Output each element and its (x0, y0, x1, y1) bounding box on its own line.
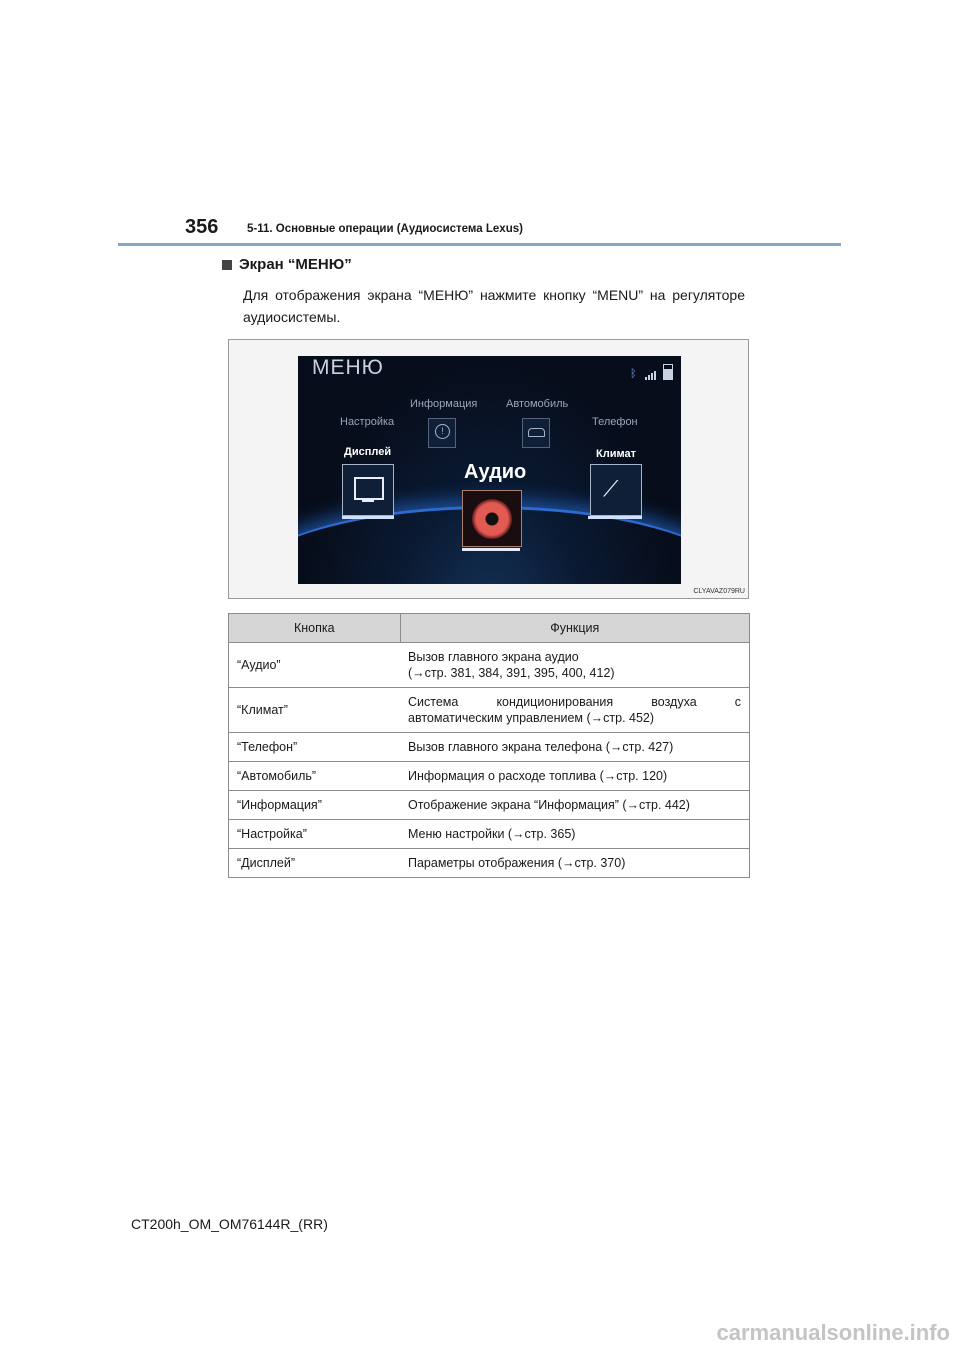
disc-icon (472, 499, 512, 539)
function-line: Вызов главного экрана аудио (408, 650, 579, 664)
heading-text: Экран “МЕНЮ” (239, 256, 352, 273)
display-tile-highlight (342, 516, 394, 519)
label-display: Дисплей (344, 446, 392, 458)
cell-function (400, 762, 750, 791)
label-setup: Настройка (340, 416, 395, 428)
table-row (229, 643, 750, 688)
table-row (229, 820, 750, 849)
cell-button: “Информация” (229, 791, 401, 820)
label-climate: Климат (596, 448, 636, 460)
cell-function (400, 733, 750, 762)
info-tile[interactable] (428, 418, 456, 448)
info-icon: ! (435, 424, 450, 439)
cell-button: “Телефон” (229, 733, 401, 762)
cell-button: “Климат” (229, 688, 401, 733)
section-title: 5-11. Основные операции (Аудиосистема Lexus) (247, 223, 523, 235)
cell-function (400, 820, 750, 849)
audio-tile[interactable] (462, 490, 522, 547)
table-header-row (229, 614, 750, 643)
table-row (229, 688, 750, 733)
function-line: Меню настройки (→стр. 365) (408, 827, 576, 841)
battery-icon (663, 364, 673, 380)
label-vehicle: Автомобиль (506, 398, 569, 410)
cell-function (400, 849, 750, 878)
menu-screen-figure (228, 339, 749, 599)
table-row (229, 791, 750, 820)
audio-tile-highlight (462, 548, 520, 551)
header-function: Функция (400, 614, 750, 643)
display-tile[interactable] (342, 464, 394, 516)
cell-function (400, 643, 750, 688)
climate-tile-highlight (588, 516, 642, 519)
header-rule (118, 243, 841, 246)
cell-button: “Настройка” (229, 820, 401, 849)
header-button: Кнопка (229, 614, 401, 643)
instruction-paragraph: Для отображения экрана “МЕНЮ” нажмите кнопку “MENU” на регуляторе аудиосистемы. (243, 287, 745, 325)
function-line: Параметры отображения (→стр. 370) (408, 856, 626, 870)
function-line: автоматическим управлением (→стр. 452) (408, 711, 655, 725)
cell-function (400, 688, 750, 733)
function-table (228, 613, 750, 878)
bluetooth-icon: ᛒ (630, 368, 637, 380)
monitor-stand (362, 500, 374, 502)
subsection-heading (222, 256, 352, 273)
function-line: Информация о расходе топлива (→стр. 120) (408, 769, 668, 783)
function-line: Система кондиционирования воздуха с (408, 695, 741, 709)
label-phone: Телефон (592, 416, 638, 428)
watermark-link[interactable]: carmanualsonline.info (716, 1320, 950, 1345)
screen-title: МЕНЮ (312, 356, 384, 379)
page-number: 356 (185, 216, 219, 238)
cell-button: “Автомобиль” (229, 762, 401, 791)
footer-doc-code: CT200h_OM_OM76144R_(RR) (131, 1216, 328, 1232)
vehicle-tile[interactable] (522, 418, 550, 448)
monitor-icon (354, 477, 384, 500)
function-line: Вызов главного экрана телефона (→стр. 427) (408, 740, 674, 754)
car-icon (528, 428, 545, 437)
cell-button: “Аудио” (229, 643, 401, 688)
status-bar (630, 364, 673, 380)
climate-tile[interactable] (590, 464, 642, 516)
table-row (229, 849, 750, 878)
figure-code: CLYAVAZ079RU (693, 588, 745, 595)
cell-function (400, 791, 750, 820)
label-audio: Аудио (464, 461, 527, 483)
signal-icon (645, 371, 656, 380)
table-row (229, 733, 750, 762)
bullet-square-icon (222, 260, 232, 270)
function-line: Отображение экрана “Информация” (→стр. 442) (408, 798, 690, 812)
cell-button: “Дисплей” (229, 849, 401, 878)
menu-screen (298, 356, 681, 584)
label-info: Информация (410, 398, 478, 410)
seat-icon: ⟋ (603, 476, 619, 501)
table-row (229, 762, 750, 791)
function-line: (→стр. 381, 384, 391, 395, 400, 412) (408, 666, 615, 680)
